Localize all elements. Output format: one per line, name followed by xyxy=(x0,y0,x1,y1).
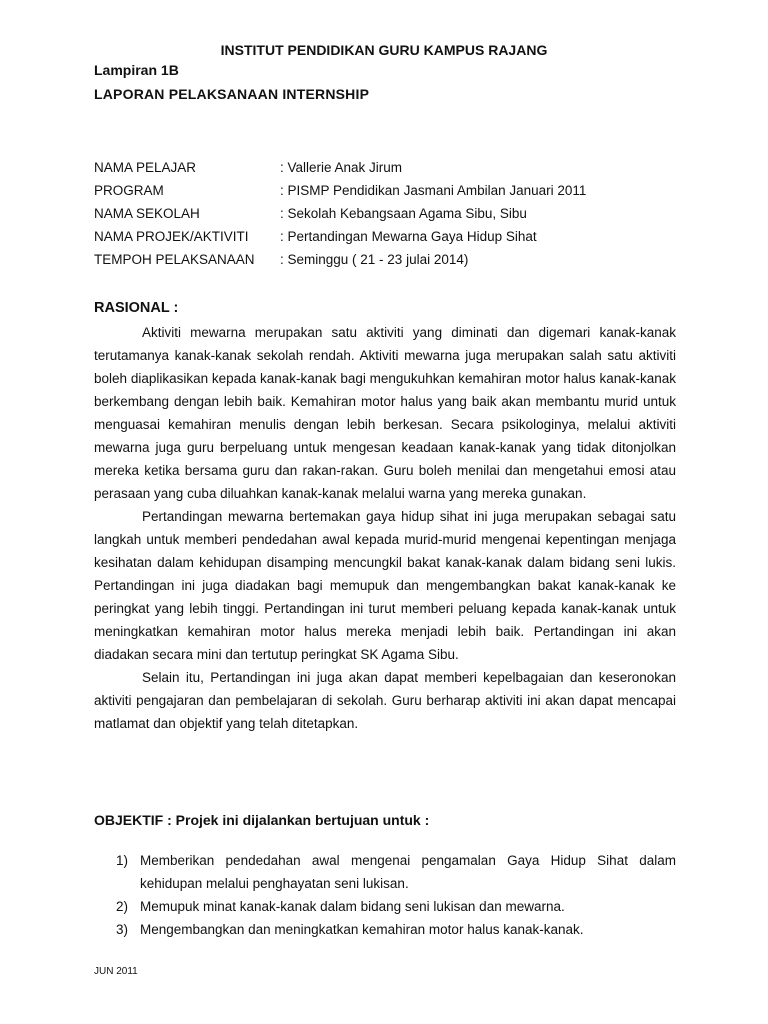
info-value: : Sekolah Kebangsaan Agama Sibu, Sibu xyxy=(280,206,527,221)
info-value: : Vallerie Anak Jirum xyxy=(280,160,403,175)
rasional-paragraph: Selain itu, Pertandingan ini juga akan dapat memberi kepelbagaian dan keseronokan aktiviti pengajaran dan pembelajaran di sekolah. Guru berharap aktiviti ini akan dapat mencapai matlamat dan objektif yang telah ditetapkan. xyxy=(94,670,676,731)
objektif-heading: OBJEKTIF : Projek ini dijalankan bertujuan untuk : xyxy=(94,812,430,828)
rasional-paragraph: Aktiviti mewarna merupakan satu aktiviti yang diminati dan digemari kanak-kanak terutamanya kanak-kanak sekolah rendah. Aktiviti mewarna juga merupakan salah satu aktiviti boleh diaplikasikan kepada kanak-kanak bagi mengukuhkan kemahiran motor halus kanak-kanak berkembang dengan lebih baik. Kemahiran motor halus yang baik akan membantu murid untuk menguasai kemahiran menulis dengan lebih berkesan. Secara psikologinya, melalui aktiviti mewarna juga guru berpeluang untuk mengesan keadaan kanak-kanak yang tidak ditonjolkan mereka ketika bersama guru dan rakan-rakan. Guru boleh menilai dan mengetahui emosi atau perasaan yang cuba diluahkan kanak-kanak melalui warna yang mereka gunakan. xyxy=(94,325,676,501)
info-row-program xyxy=(94,181,586,204)
info-label: NAMA SEKOLAH xyxy=(94,206,200,221)
rasional-heading: RASIONAL : xyxy=(94,300,179,316)
info-label: TEMPOH PELAKSANAAN xyxy=(94,252,255,267)
objective-text: Mengembangkan dan meningkatkan kemahiran motor halus kanak-kanak. xyxy=(140,922,584,937)
objective-item xyxy=(94,849,676,895)
rasional-body xyxy=(94,321,676,735)
objectives-list xyxy=(94,849,676,941)
info-label: PROGRAM xyxy=(94,183,164,198)
page-footer: JUN 2011 xyxy=(94,966,138,977)
info-value: : PISMP Pendidikan Jasmani Ambilan Januari 2011 xyxy=(280,183,587,198)
info-value: : Seminggu ( 21 - 23 julai 2014) xyxy=(280,252,469,267)
info-row-student-name xyxy=(94,158,586,181)
info-value: : Pertandingan Mewarna Gaya Hidup Sihat xyxy=(280,229,537,244)
info-row-school xyxy=(94,204,586,227)
report-title: LAPORAN PELAKSANAAN INTERNSHIP xyxy=(94,86,370,102)
info-row-duration xyxy=(94,250,586,273)
info-label: NAMA PROJEK/AKTIVITI xyxy=(94,229,249,244)
objective-number: 2) xyxy=(116,899,129,914)
objective-item xyxy=(94,918,676,941)
objective-number: 1) xyxy=(116,853,129,868)
objective-number: 3) xyxy=(116,922,129,937)
rasional-paragraph: Pertandingan mewarna bertemakan gaya hidup sihat ini juga merupakan sebagai satu langkah untuk memberi pendedahan awal kepada murid-murid mengenai kepentingan menjaga kesihatan dalam kehidupan disamping mencungkil bakat kanak-kanak dalam bidang seni lukis. Pertandingan ini juga diadakan bagi memupuk dan mengembangkan bakat kanak-kanak ke peringkat yang lebih tinggi. Pertandingan ini turut memberi peluang kepada kanak-kanak untuk meningkatkan kemahiran motor halus mereka menjadi lebih baik. Pertandingan ini akan diadakan secara mini dan tertutup peringkat SK Agama Sibu. xyxy=(94,509,676,662)
appendix-label: Lampiran 1B xyxy=(94,62,179,78)
info-row-project xyxy=(94,227,586,250)
objective-text: Memupuk minat kanak-kanak dalam bidang seni lukisan dan mewarna. xyxy=(140,899,565,914)
objective-item xyxy=(94,895,676,918)
student-info-table xyxy=(94,158,586,273)
institute-name: INSTITUT PENDIDIKAN GURU KAMPUS RAJANG xyxy=(220,42,548,58)
info-label: NAMA PELAJAR xyxy=(94,160,197,175)
objective-text: Memberikan pendedahan awal mengenai pengamalan Gaya Hidup Sihat dalam kehidupan melalui penghayatan seni lukisan. xyxy=(140,853,676,891)
